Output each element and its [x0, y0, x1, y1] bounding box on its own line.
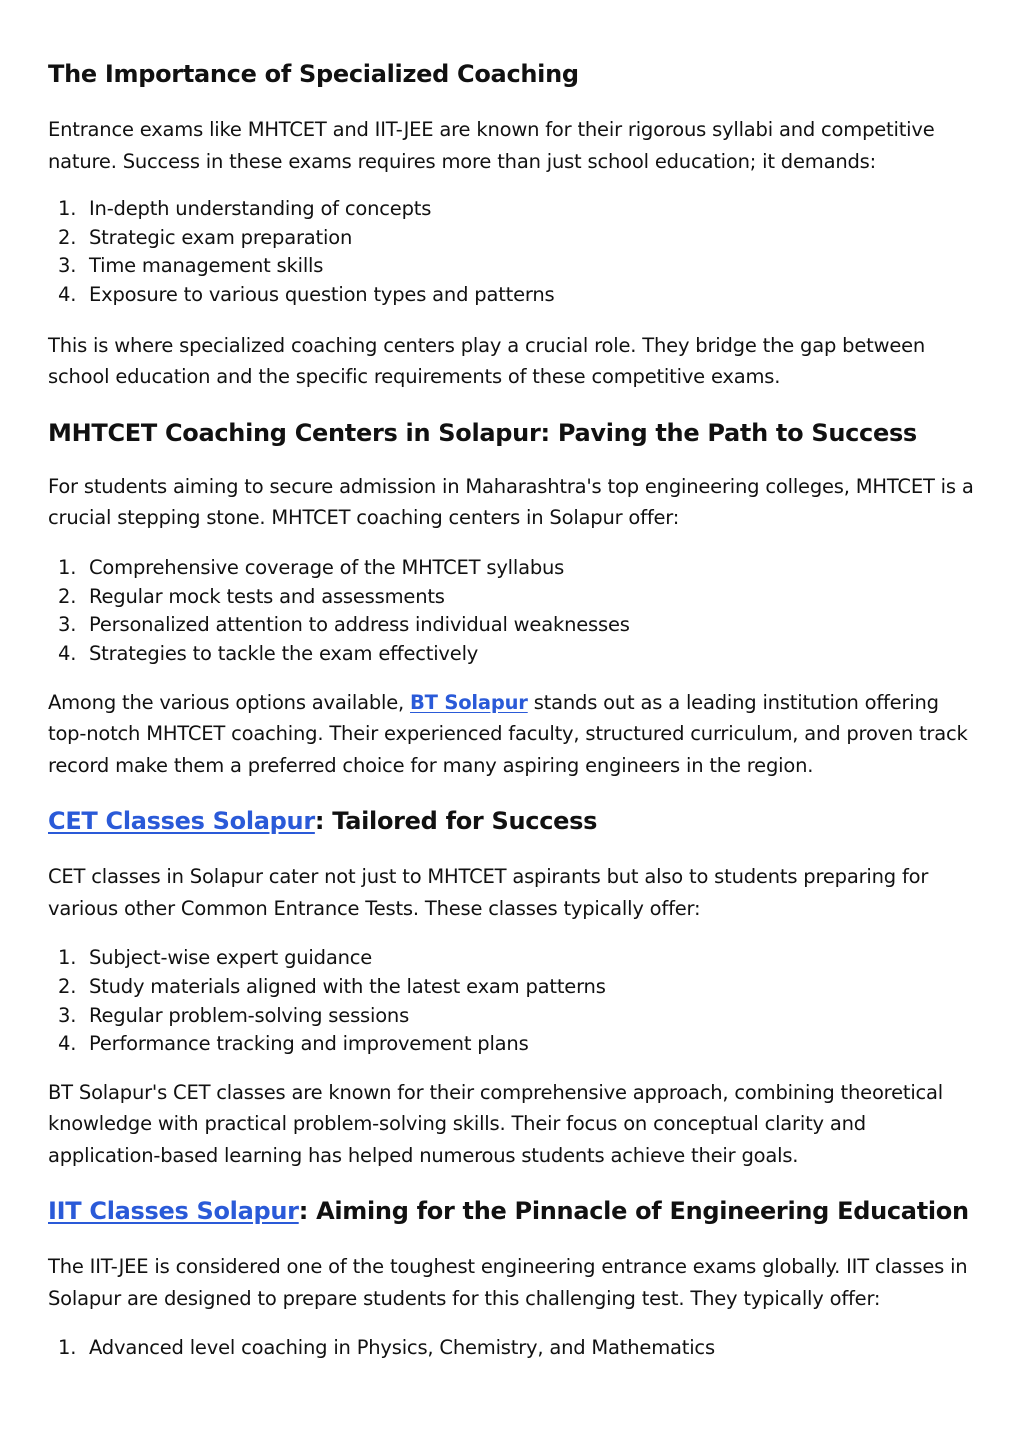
list-item-text: Advanced level coaching in Physics, Chemistry, and Mathematics	[89, 1336, 715, 1360]
heading-text: : Tailored for Success	[314, 807, 598, 836]
paragraph-intro-cet: CET classes in Solapur cater not just to MHTCET aspirants but also to students preparing for various other Common Entrance Tests. These classes typically offer:	[48, 865, 929, 920]
list-item-text: Personalized attention to address individual weaknesses	[89, 613, 630, 637]
bt-solapur-link[interactable]: BT Solapur	[410, 690, 528, 714]
list-number: 4.	[58, 641, 77, 665]
list-item-text: Performance tracking and improvement plans	[89, 1032, 529, 1056]
heading-cet-classes	[48, 805, 976, 837]
list-item-text: In-depth understanding of concepts	[89, 197, 432, 220]
list-item	[48, 224, 976, 253]
list-iit-offerings	[48, 1334, 976, 1363]
list-item-text: Regular mock tests and assessments	[89, 584, 445, 608]
list-number: 1.	[58, 197, 77, 220]
iit-classes-solapur-link[interactable]: IIT Classes Solapur	[48, 1197, 299, 1226]
list-item-text: Regular problem-solving sessions	[89, 1003, 410, 1027]
list-item	[48, 1030, 976, 1059]
list-number: 4.	[58, 283, 77, 307]
list-number: 1.	[58, 946, 77, 970]
list-item-text: Time management skills	[89, 254, 324, 278]
heading-text: : Aiming for the Pinnacle of Engineering Education	[298, 1197, 969, 1226]
list-item-text: Study materials aligned with the latest exam patterns	[89, 974, 606, 998]
heading-importance-of-coaching: The Importance of Specialized Coaching	[48, 60, 579, 88]
list-exam-demands	[48, 195, 976, 310]
list-number: 2.	[58, 974, 77, 998]
list-item	[48, 1334, 976, 1363]
list-item-text: Exposure to various question types and patterns	[89, 283, 555, 307]
list-number: 1.	[58, 555, 77, 579]
list-number: 2.	[58, 584, 77, 608]
list-item	[48, 1002, 976, 1031]
list-item	[48, 583, 976, 612]
paragraph-intro-importance: Entrance exams like MHTCET and IIT-JEE are known for their rigorous syllabi and competitive nature. Success in these exams requires more than just school education; it demands:	[48, 118, 935, 173]
list-item	[48, 281, 976, 310]
paragraph-text: Among the various options available,	[48, 690, 411, 714]
paragraph-intro-iit: The IIT-JEE is considered one of the toughest engineering entrance exams globally. IIT classes in Solapur are designed to prepare students for this challenging test. They typically offer:	[48, 1255, 968, 1310]
list-number: 1.	[58, 1336, 77, 1360]
list-number: 4.	[58, 1032, 77, 1056]
list-item	[48, 944, 976, 973]
paragraph-bt-solapur-mhtcet	[48, 687, 976, 782]
list-number: 3.	[58, 613, 77, 637]
paragraph-bt-solapur-cet: BT Solapur's CET classes are known for their comprehensive approach, combining theoretical knowledge with practical problem-solving skills. Their focus on conceptual clarity and application-based learning has helped numerous students achieve their goals.	[48, 1080, 944, 1167]
list-item-text: Strategic exam preparation	[89, 225, 353, 249]
list-item	[48, 640, 976, 669]
list-mhtcet-offerings	[48, 554, 976, 669]
list-item-text: Comprehensive coverage of the MHTCET syllabus	[89, 555, 565, 579]
list-item-text: Strategies to tackle the exam effectively	[89, 641, 479, 665]
list-number: 3.	[58, 1003, 77, 1027]
list-item	[48, 252, 976, 281]
list-item	[48, 554, 976, 583]
heading-iit-classes	[48, 1195, 976, 1227]
paragraph-coaching-role: This is where specialized coaching centers play a crucial role. They bridge the gap between school education and the specific requirements of these competitive exams.	[48, 333, 926, 389]
paragraph-intro-mhtcet: For students aiming to secure admission in Maharashtra's top engineering colleges, MHTCET is a crucial stepping stone. MHTCET coaching centers in Solapur offer:	[48, 474, 974, 530]
list-item	[48, 973, 976, 1002]
list-item	[48, 611, 976, 640]
list-cet-offerings	[48, 944, 976, 1059]
list-item	[48, 195, 976, 224]
list-number: 3.	[58, 254, 77, 278]
list-item-text: Subject-wise expert guidance	[89, 946, 373, 970]
heading-mhtcet-coaching-centers: MHTCET Coaching Centers in Solapur: Paving the Path to Success	[48, 418, 917, 447]
paragraph-text: stands out as a leading institution offering top-notch MHTCET coaching. Their experienced faculty, structured curriculum, and proven track record make them a preferred choice for many aspiring engineers in the region.	[48, 690, 968, 777]
cet-classes-solapur-link[interactable]: CET Classes Solapur	[48, 807, 315, 836]
list-number: 2.	[58, 225, 77, 249]
